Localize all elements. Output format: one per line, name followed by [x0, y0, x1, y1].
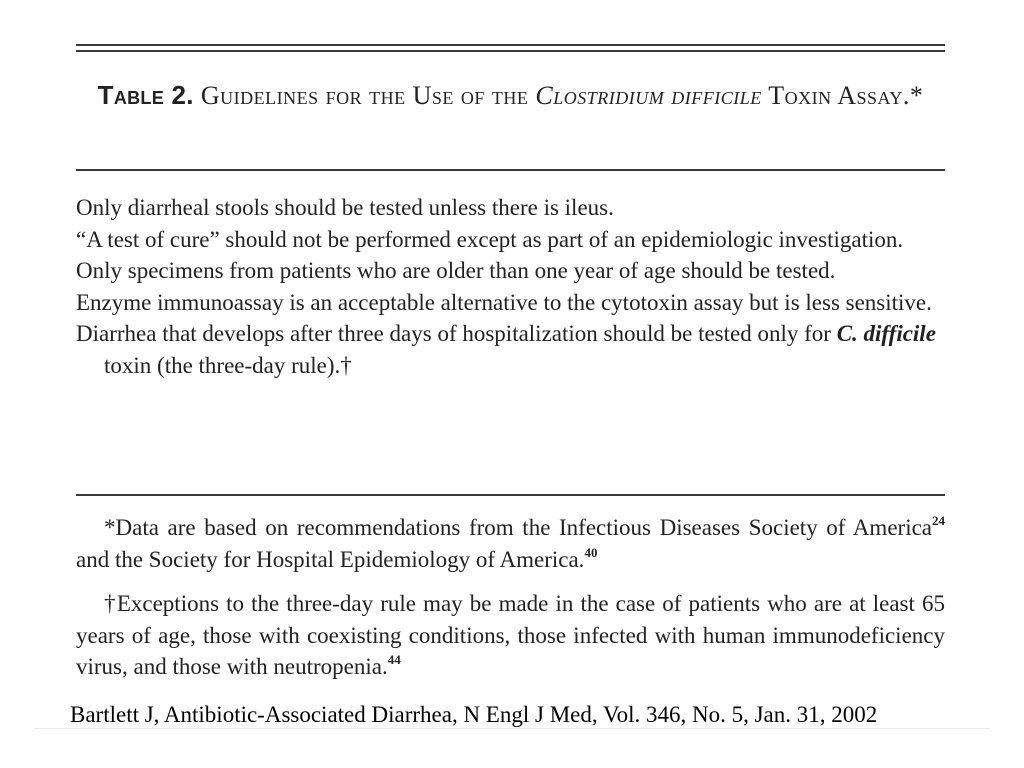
footnote-dagger [76, 588, 945, 683]
guideline-item [76, 192, 945, 224]
guideline-list [76, 192, 945, 381]
guideline-text: “A test of cure” should not be performed except as part of an epidemiologic investigation. [76, 226, 904, 252]
guideline-organism: C. difficile [836, 321, 936, 346]
footnote-dagger-text: †Exceptions to the three-day rule may be made in the case of patients who are at least 65 years of age, those with coexisting conditions, those infected with human immunodeficiency virus, and those with neutropenia. [76, 591, 945, 679]
citation-caption: Bartlett J, Antibiotic-Associated Diarrhea, N Engl J Med, Vol. 346, No. 5, Jan. 31, 2002 [70, 702, 878, 727]
top-rule-upper [76, 44, 945, 46]
top-rule-lower [76, 50, 945, 52]
guideline-text-before: Diarrhea that develops after three days of hospitalization should be tested only for [76, 321, 831, 346]
guideline-text: Enzyme immunoassay is an acceptable alternative to the cytotoxin assay but is less sensitive. [76, 289, 932, 315]
table-title-part2: Toxin Assay.* [768, 81, 924, 110]
table-title-part1: Guidelines for the Use of the [200, 81, 529, 110]
footnote-star [76, 512, 945, 575]
footnote-star-part2: and the Society for Hospital Epidemiology of America. [76, 546, 585, 572]
guideline-item [76, 255, 945, 287]
header-rule [76, 169, 945, 171]
table-title [76, 76, 945, 115]
guideline-text: Only specimens from patients who are older than one year of age should be tested. [76, 258, 836, 283]
table-label: Table 2. [97, 80, 194, 110]
footnote-ref: 44 [387, 652, 401, 667]
table-footnotes [76, 512, 945, 696]
guideline-item [76, 224, 945, 256]
footnote-star-part1: *Data are based on recommendations from the Infectious Diseases Society of America [104, 515, 932, 540]
footnote-ref: 24 [932, 513, 945, 528]
table-title-organism: Clostridium difficile [535, 81, 762, 110]
footnote-ref: 40 [584, 544, 598, 560]
guideline-text-after: toxin (the three-day rule).† [104, 352, 352, 378]
guideline-item [76, 318, 945, 381]
guideline-item [76, 287, 945, 319]
footnote-rule [76, 494, 945, 496]
guideline-text: Only diarrheal stools should be tested unless there is ileus. [76, 195, 614, 220]
